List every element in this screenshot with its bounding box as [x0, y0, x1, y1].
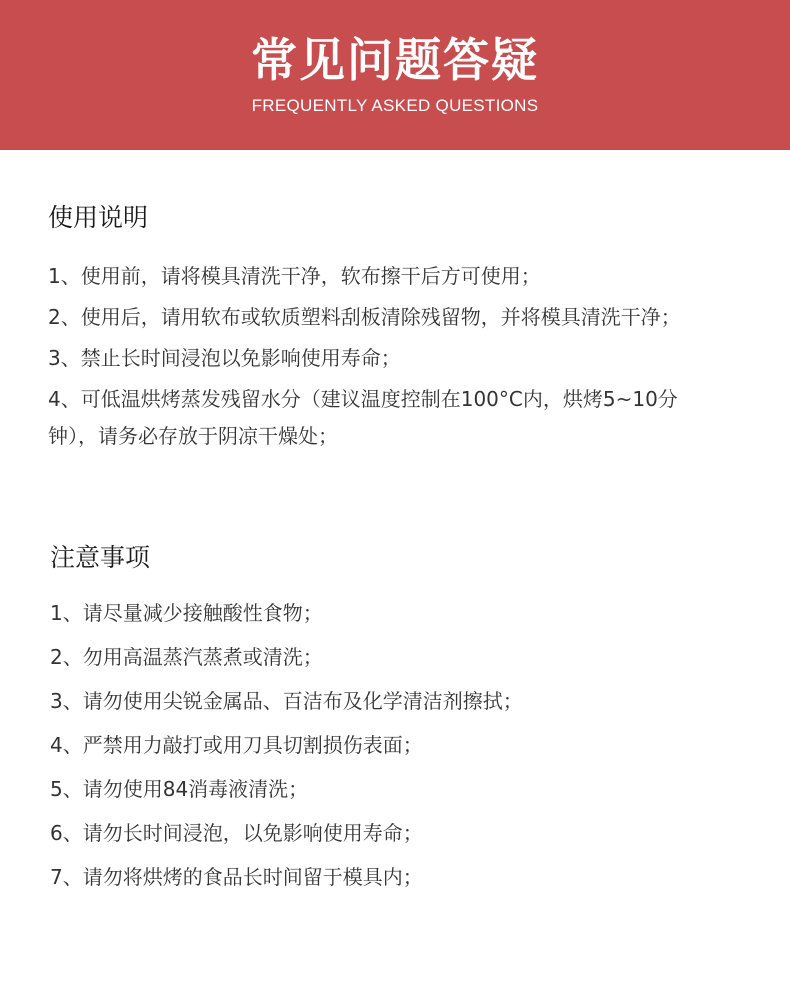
caution-item-2: 2、勿用高温蒸汽蒸煮或清洗；	[50, 645, 323, 669]
header-banner	[0, 0, 790, 150]
caution-section	[50, 538, 750, 906]
caution-item-5: 5、请勿使用84消毒液清洗；	[50, 777, 309, 801]
caution-list	[50, 598, 750, 892]
usage-title: 使用说明	[48, 203, 149, 232]
page-title: 常见问题答疑	[251, 33, 539, 87]
usage-section	[48, 198, 748, 459]
usage-item-2: 2、使用后，请用软布或软质塑料刮板清除残留物，并将模具清洗干净；	[48, 305, 681, 329]
caution-item-3: 3、请勿使用尖锐金属品、百洁布及化学清洁剂擦拭；	[50, 689, 523, 713]
usage-list	[48, 258, 748, 455]
caution-item-6: 6、请勿长时间浸泡，以免影响使用寿命；	[50, 821, 423, 845]
caution-item-1: 1、请尽量减少接触酸性食物；	[50, 601, 323, 625]
caution-item-4: 4、严禁用力敲打或用刀具切割损伤表面；	[50, 733, 423, 757]
caution-item-7: 7、请勿将烘烤的食品长时间留于模具内；	[50, 865, 423, 889]
usage-item-4: 4、可低温烘烤蒸发残留水分（建议温度控制在100°C内，烘烤5~10分钟），请务必存放于阴凉干燥处；	[48, 387, 678, 448]
page-subtitle: FREQUENTLY ASKED QUESTIONS	[251, 96, 539, 115]
usage-item-3: 3、禁止长时间浸泡以免影响使用寿命；	[48, 346, 401, 370]
usage-item-1: 1、使用前，请将模具清洗干净，软布擦干后方可使用；	[48, 264, 541, 288]
caution-title: 注意事项	[50, 543, 151, 572]
